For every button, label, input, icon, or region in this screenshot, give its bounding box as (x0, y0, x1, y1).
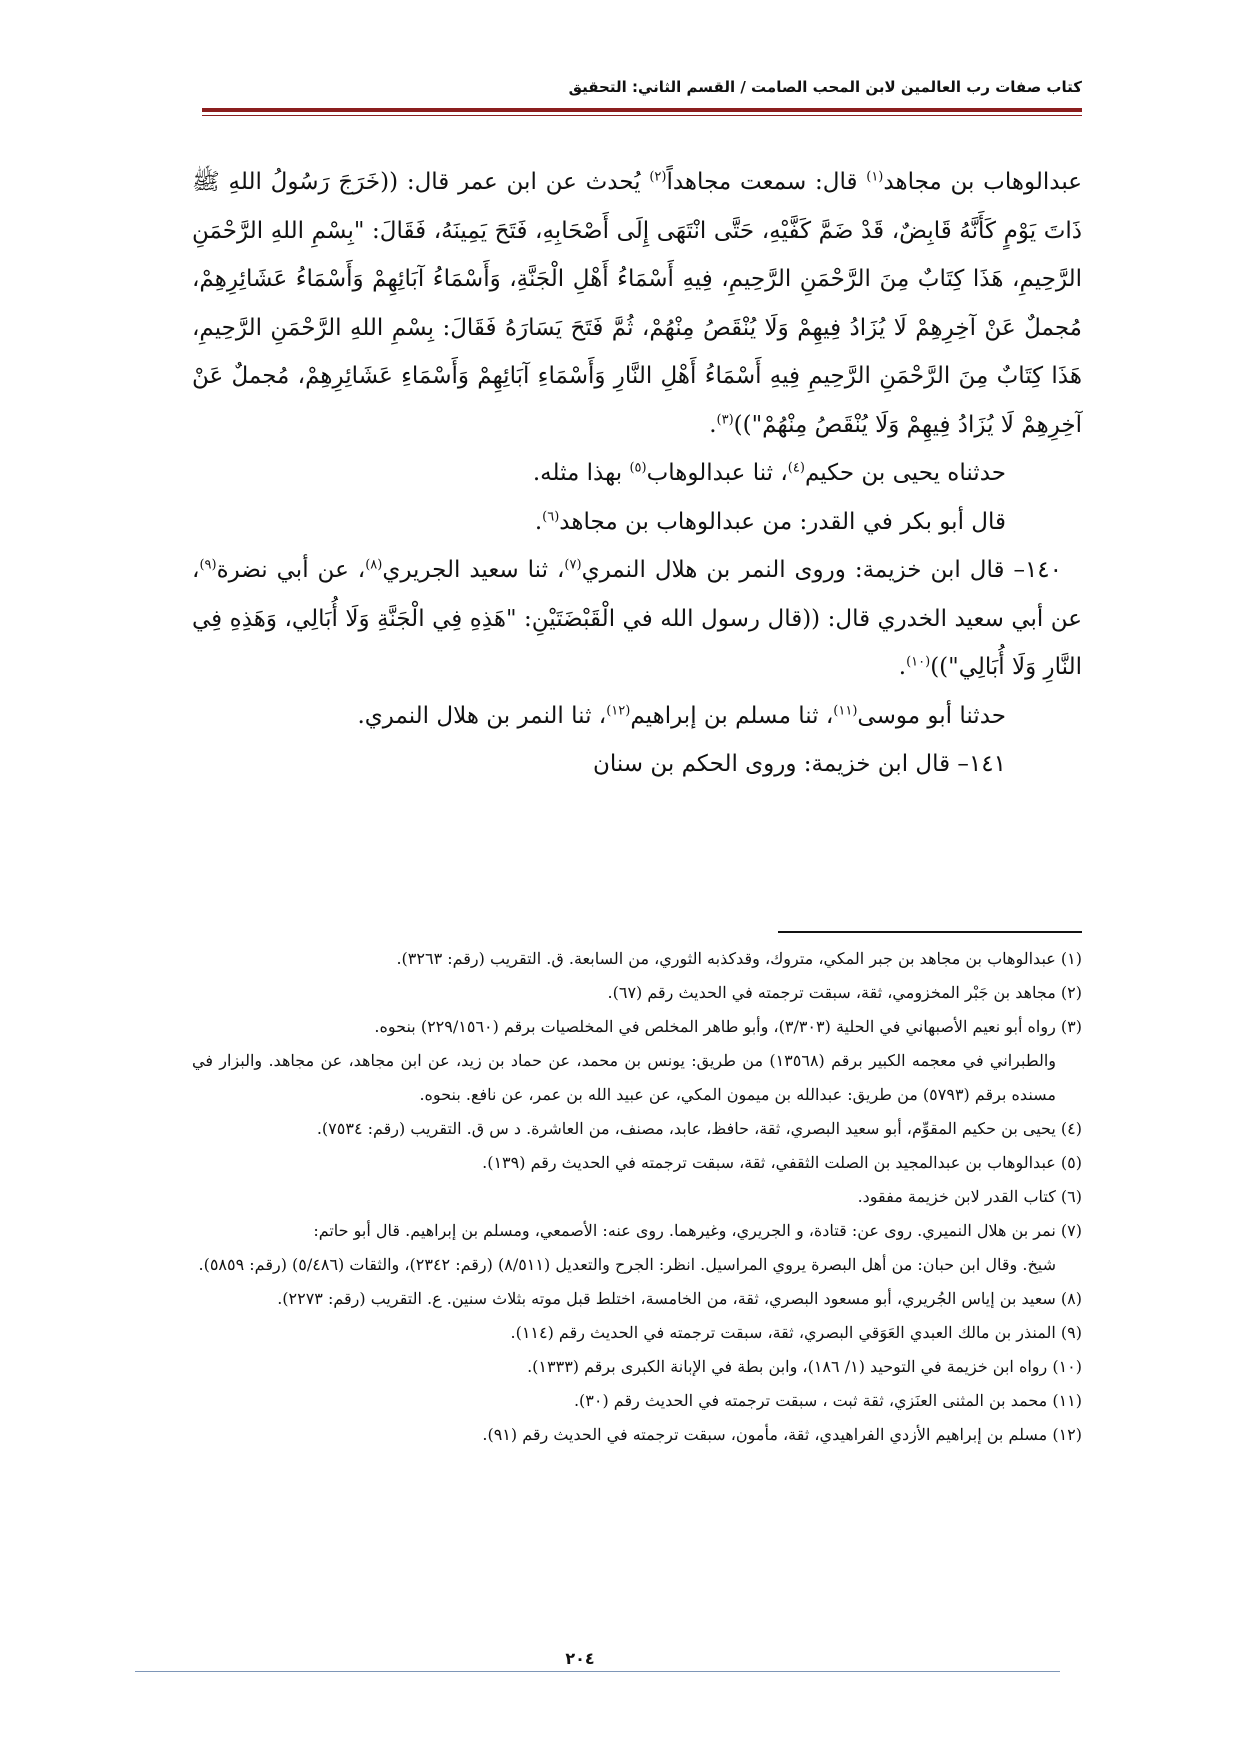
hadith-141-paragraph: ١٤١– قال ابن خزيمة: وروى الحكم بن سنان (592, 751, 1006, 777)
footnotes-section (192, 942, 1082, 1452)
hadith-paragraph: عبدالوهاب بن مجاهد$^{(١)}$ قال: سمعت مجاهداً$^{(٢)}$ يُحدث عن ابن عمر قال: ((خَرَجَ رَسُولُ اللهِ ﷺ ذَاتَ يَوْمٍ كَأَنَّهُ قَابِضٌ، قَدْ ضَمَّ كَفَّيْهِ، حَتَّى انْتَهَى إِلَى أَصْحَابِهِ، فَتَحَ يَمِينَهُ، فَقَالَ: "بِسْمِ اللهِ الرَّحْمَنِ الرَّحِيمِ، هَذَا كِتَابٌ مِنَ الرَّحْمَنِ الرَّحِيمِ، فِيهِ أَسْمَاءُ أَهْلِ الْجَنَّةِ، وَأَسْمَاءُ آبَائِهِمْ وَأَسْمَاءُ عَشَائِرِهِمْ، مُجملٌ عَنْ آخِرِهِمْ لَا يُزَادُ فِيهِمْ وَلَا يُنْقَصُ مِنْهُمْ، ثُمَّ فَتَحَ يَسَارَهُ فَقَالَ: بِسْمِ اللهِ الرَّحْمَنِ الرَّحِيمِ، هَذَا كِتَابٌ مِنَ الرَّحْمَنِ الرَّحِيمِ فِيهِ أَسْمَاءُ أَهْلِ النَّارِ وَأَسْمَاءِ آبَائِهِمْ وَأَسْمَاءِ عَشَائِرِهِمْ، مُجملٌ عَنْ آخِرِهِمْ لَا يُزَادُ فِيهِمْ وَلَا يُنْقَصُ مِنْهُمْ"))$^{(٣)}$. (192, 169, 1082, 438)
footnote: (١١) محمد بن المثنى العنَزي، ثقة ثبت ، سبقت ترجمته في الحديث رقم (٣٠). (573, 1391, 1082, 1410)
page-number: ٢٠٤ (540, 1649, 620, 1668)
footnote-ref[interactable]: (١) (866, 169, 884, 185)
footnote: (٩) المنذر بن مالك العبدي العَوَقي البصري، ثقة، سبقت ترجمته في الحديث رقم (١١٤). (510, 1323, 1082, 1342)
footnote: (١٢) مسلم بن إبراهيم الأزدي الفراهيدي، ثقة، مأمون، سبقت ترجمته في الحديث رقم (٩١). (482, 1425, 1082, 1444)
footnote: (٣) رواه أبو نعيم الأصبهاني في الحلية (٣/٣٠٣)، وأبو طاهر المخلص في المخلصيات برقم (٢٢٩/١٥٦٠) بنحوه. والطبراني في معجمه الكبير برقم (١٣٥٦٨) من طريق: يونس بن محمد، عن حماد بن زيد، عن ابن مجاهد، عن مجاهد. والبزار في مسنده برقم (٥٧٩٣) من طريق: عبدالله بن ميمون المكي، عن عبيد الله بن عمر، عن نافع. بنحوه. (192, 1017, 1082, 1104)
footnote-ref[interactable]: (٧) (564, 557, 582, 573)
chain-paragraph: قال أبو بكر في القدر: من عبدالوهاب بن مجاهد$^{(٦)}$. (534, 508, 1006, 535)
footnote-ref[interactable]: (١٠) (906, 654, 931, 670)
main-text (192, 158, 1082, 789)
footnote-ref[interactable]: (١٢) (606, 702, 631, 718)
footnote: (٧) نمر بن هلال النميري. روى عن: قتادة، و الجريري، وغيرهما. روى عنه: الأصمعي، ومسلم بن إبراهيم. قال أبو حاتم: شيخ. وقال ابن حبان: من أهل البصرة يروي المراسيل. انظر: الجرح والتعديل (٨/٥١١) (رقم: ٢٣٤٢)، والثقات (٥/٤٨٦) (رقم: ٥٨٥٩). (198, 1221, 1082, 1274)
header-rule-thick (202, 108, 1082, 112)
footnote: (٢) مجاهد بن جَبْر المخزومي، ثقة، سبقت ترجمته في الحديث رقم (٦٧). (607, 983, 1082, 1002)
footnote: (٨) سعيد بن إياس الجُريري، أبو مسعود البصري، ثقة، من الخامسة، اختلط قبل موته بثلاث سنين. ع. التقريب (رقم: ٢٢٧٣). (277, 1289, 1082, 1308)
footnote: (١) عبدالوهاب بن مجاهد بن جبر المكي، متروك، وقدكذبه الثوري، من السابعة. ق. التقريب (رقم: ٣٢٦٣). (396, 949, 1082, 968)
chain-paragraph: حدثناه يحيى بن حكيم$^{(٤)}$، ثنا عبدالوهاب$^{(٥)}$ بهذا مثله. (532, 460, 1006, 486)
footnote-ref[interactable]: (٣) (716, 411, 734, 427)
footnote-ref[interactable]: (٨) (365, 557, 383, 573)
footnote: (٤) يحيى بن حكيم المقوِّم، أبو سعيد البصري، ثقة، حافظ، عابد، مصنف، من العاشرة. د س ق. التقريب (رقم: ٧٥٣٤). (316, 1119, 1082, 1138)
footer-rule (135, 1671, 1060, 1672)
footnote-ref[interactable]: (١١) (833, 702, 858, 718)
footnote: (١٠) رواه ابن خزيمة في التوحيد (١/ ١٨٦)، وابن بطة في الإبانة الكبرى برقم (١٣٣٣). (527, 1357, 1082, 1376)
footnote: (٥) عبدالوهاب بن عبدالمجيد بن الصلت الثقفي، ثقة، سبقت ترجمته في الحديث رقم (١٣٩). (482, 1153, 1082, 1172)
footnote-ref[interactable]: (٥) (629, 460, 647, 476)
header-rule-thin (202, 115, 1082, 116)
hadith-140-paragraph: ١٤٠– قال ابن خزيمة: وروى النمر بن هلال النمري$^{(٧)}$، ثنا سعيد الجريري$^{(٨)}$، عن أبي نضرة$^{(٩)}$، عن أبي سعيد الخدري قال: ((قال رسول الله في الْقَبْضَتَيْنِ: "هَذِهِ فِي الْجَنَّةِ وَلَا أُبَالِي، وَهَذِهِ فِي النَّارِ وَلَا أُبَالِي"))$^{(١٠)}$. (192, 557, 1082, 680)
running-header: كتاب صفات رب العالمين لابن المحب الصامت / القسم الثاني: التحقيق (568, 78, 1082, 96)
footnote: (٦) كتاب القدر لابن خزيمة مفقود. (857, 1187, 1082, 1206)
footnote-separator (778, 931, 1082, 933)
footnote-ref[interactable]: (٩) (199, 557, 217, 573)
footnote-ref[interactable]: (٢) (649, 169, 667, 185)
chain-paragraph: حدثنا أبو موسى$^{(١١)}$، ثنا مسلم بن إبراهيم$^{(١٢)}$، ثنا النمر بن هلال النمري. (357, 702, 1006, 729)
footnote-ref[interactable]: (٤) (787, 460, 805, 476)
footnote-ref[interactable]: (٦) (542, 508, 560, 524)
